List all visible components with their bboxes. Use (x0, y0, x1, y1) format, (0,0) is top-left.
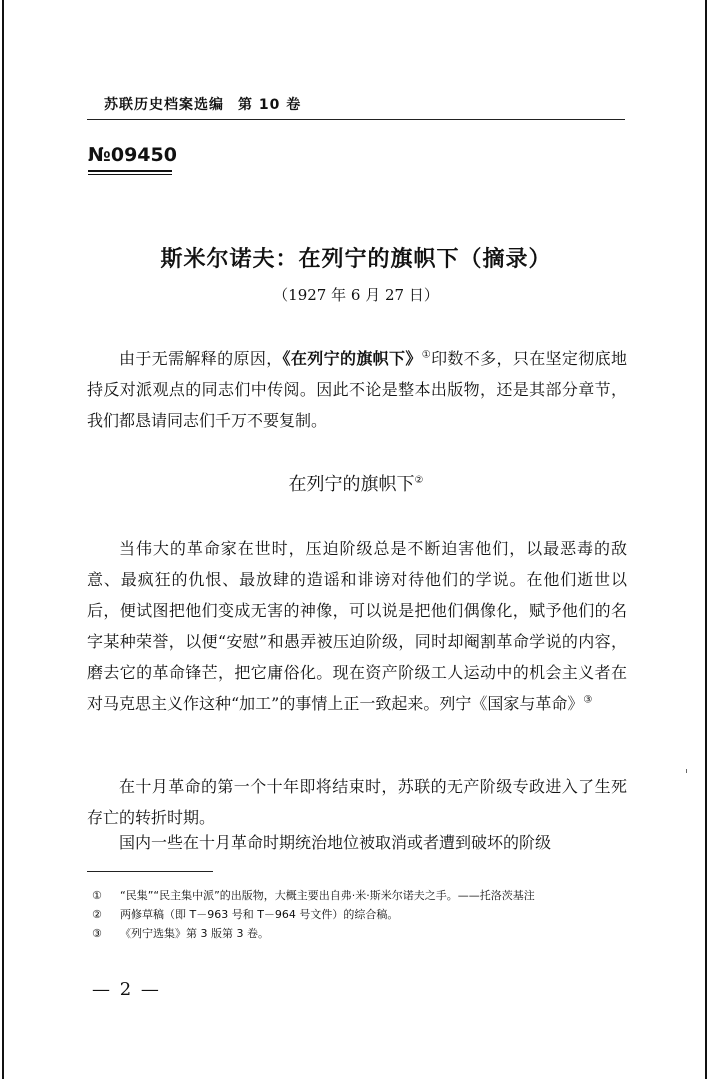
section-subtitle (87, 470, 625, 496)
footnote-3 (92, 924, 627, 943)
quote-text: 当伟大的革命家在世时，压迫阶级总是不断迫害他们，以最恶毒的敌意、最疯狂的仇恨、最放肆的造谣和诽谤对待他们的学说。在他们逝世以后，便试图把他们变成无害的神像，可以说是把他们偶像化，赋予他们的名字某种荣誉，以便“安慰”和愚弄被压迫阶级，同时却阉割革命学说的内容，磨去它的革命锋芒，把它庸俗化。现在资产阶级工人运动中的机会主义者在对马克思主义作这种“加工”的事情上正一致起来。列宁《国家与革命》 (87, 539, 627, 713)
footnote-ref-2: ② (414, 475, 424, 486)
intro-paragraph (87, 343, 627, 436)
scan-speck (686, 769, 687, 773)
footnote-text: 两修草稿（即 T－963 号和 T－964 号文件）的综合稿。 (120, 908, 399, 921)
footnote-mark: ① (92, 889, 102, 902)
document-title: 斯米尔诺夫：在列宁的旗帜下（摘录） (160, 247, 552, 272)
section-subtitle-text: 在列宁的旗帜下 (288, 474, 415, 495)
footnote-1 (92, 886, 627, 905)
document-number-underline-second (88, 174, 172, 175)
document-number: №09450 (88, 144, 177, 166)
footnotes (92, 886, 627, 943)
intro-after: 印数不多，只在坚定彻底地持反对派观点的同志们中传阅。因此不论是整本出版物，还是其部分章节，我们都恳请同志们千万不要复制。 (87, 349, 627, 430)
footnote-text: “民集”“民主集中派”的出版物，大概主要出自弗·米·斯米尔诺夫之手。——托洛茨基注 (120, 889, 535, 902)
footnote-ref-3: ③ (583, 694, 593, 706)
body-paragraph-2: 在十月革命的第一个十年即将结束时，苏联的无产阶级专政进入了生死存亡的转折时期。 (87, 777, 627, 827)
page-left-edge (2, 0, 4, 1079)
document-number-underline (88, 170, 172, 172)
footnote-2 (92, 905, 627, 924)
header-rule (87, 119, 625, 120)
page-right-edge (705, 0, 707, 1079)
footnote-text: 《列宁选集》第 3 版第 3 卷。 (120, 927, 269, 940)
footnote-mark: ③ (92, 927, 102, 940)
document-date: （1927 年 6 月 27 日） (273, 286, 439, 304)
footnote-rule (87, 871, 213, 872)
footnote-mark: ② (92, 908, 102, 921)
intro-publication-title: 《在列宁的旗帜下》 (282, 349, 422, 368)
quote-paragraph (87, 533, 627, 719)
body-paragraph-3: 国内一些在十月革命时期统治地位被取消或者遭到破坏的阶级 (119, 833, 552, 852)
intro-before: 由于无需解释的原因， (119, 349, 283, 368)
book-title: 苏联历史档案选编 (104, 97, 224, 113)
page-number: — 2 — (92, 979, 161, 1000)
footnote-ref-1: ① (421, 349, 432, 361)
volume-label: 第 10 卷 (238, 97, 302, 113)
running-header (104, 94, 301, 114)
